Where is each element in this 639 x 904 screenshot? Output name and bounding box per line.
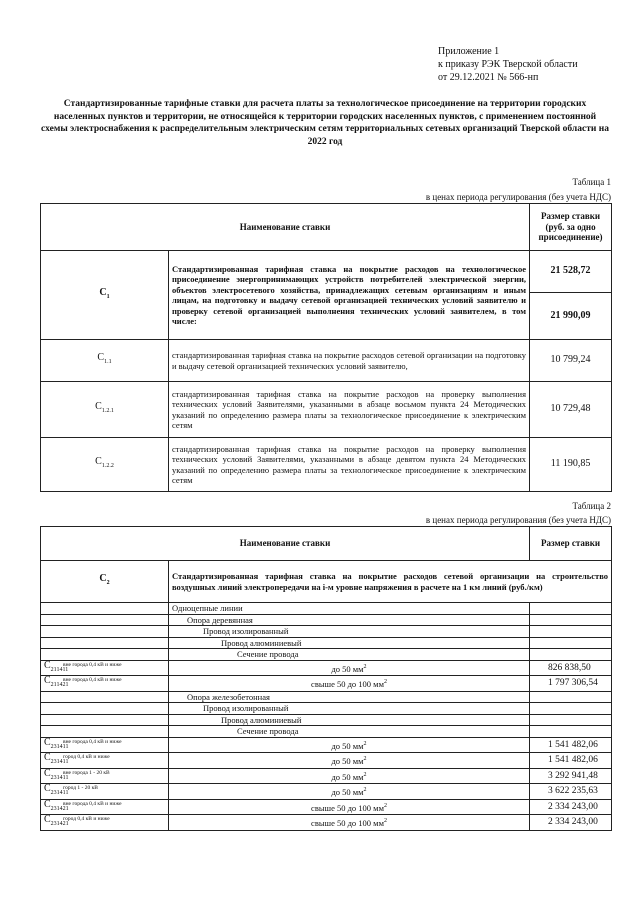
empty-cell [41, 691, 169, 703]
rate-value: 2 334 243,00 [530, 815, 612, 831]
rate-code-sub: 231411 [50, 790, 69, 796]
rate-section [169, 660, 530, 676]
rate-code [41, 799, 169, 815]
table1 [40, 203, 612, 492]
empty-cell [530, 614, 612, 626]
rate-code-letter: C [44, 659, 51, 671]
row-wood-support [41, 614, 612, 626]
rate-section-text: до 50 мм [331, 740, 364, 751]
rate-code-letter: C [44, 814, 51, 825]
table-row [41, 784, 612, 800]
rate-section [169, 676, 530, 692]
empty-cell [41, 637, 169, 649]
empty-cell [41, 714, 169, 726]
rate-section-sup: 2 [363, 771, 367, 778]
empty-cell [530, 726, 612, 738]
table2-header-row [41, 527, 612, 561]
rate-code-note: вне города 0,4 кВ и ниже [63, 800, 122, 807]
rate-code-note: город 0,4 кВ и ниже [63, 816, 110, 822]
table1-header-name: Наименование ставки [41, 204, 530, 251]
c121-text: стандартизированная тарифная ставка на покрытие расходов на проверку выполнения технических условий Заявителями, указанными в абзаце восьмом пункта 24 Методических указаний по определению размера платы за технологическое присоединение к электрическим сетям [169, 382, 530, 438]
rate-code-sub: 231411 [50, 759, 69, 765]
c122-code-letter: C [95, 456, 102, 468]
c122-text: стандартизированная тарифная ставка на покрытие расходов на проверку выполнения технических условий Заявителями, указанными в абзаце девятом пункта 24 Методических указаний по определению размера платы за технологическое присоединение к электрическим сетям [169, 438, 530, 492]
rate-code-note: город 0,4 кВ и ниже [63, 754, 110, 760]
rate-code [41, 676, 169, 692]
c122-code-sub: 1.2.2 [101, 463, 114, 470]
rate-code-sub: 231421 [50, 805, 69, 812]
rate-section [169, 753, 530, 769]
table2 [40, 526, 612, 831]
aluminium-wire-label: Провод алюминиевый [169, 637, 530, 649]
table2-note: в ценах периода регулирования (без учета НДС) [425, 515, 611, 525]
row-insulated-wire-2 [41, 703, 612, 715]
c11-value: 10 799,24 [530, 340, 612, 382]
document-title: Стандартизированные тарифные ставки для расчета платы за технологическое присоединение на территории городских населенных пунктов и территории, не относящейся к территории городских населенных пунктов, с применением постоянной схемы электроснабжения к распределительным электрическим сетям территориальных сетевых организаций Тверской области на 2022 год [41, 99, 609, 147]
table-row [41, 676, 612, 692]
table-row [41, 768, 612, 784]
c1-code-letter: C [99, 286, 107, 298]
rate-code-letter: C [44, 736, 51, 748]
rate-code-sub: 231411 [50, 774, 69, 781]
rate-code-letter: C [44, 675, 51, 686]
c11-code-sub: 1.1 [104, 359, 112, 366]
table-row [41, 799, 612, 815]
rate-code-note: вне города 0,4 кВ и ниже [63, 677, 122, 683]
empty-cell [41, 649, 169, 661]
empty-cell [530, 649, 612, 661]
table1-header-value: Размер ставки (руб. за одно присоединение) [530, 204, 612, 251]
c122-value: 11 190,85 [530, 438, 612, 492]
rate-section [169, 815, 530, 831]
table1-row-c11 [41, 340, 612, 382]
rate-value: 1 541 482,06 [530, 753, 612, 769]
row-single-circuit [41, 603, 612, 615]
rate-code-note: вне города 0,4 кВ и ниже [63, 661, 122, 668]
rate-code [41, 660, 169, 676]
wire-section-label-2: Сечение провода [169, 726, 530, 738]
rate-section-text: свыше 50 до 100 мм [311, 802, 384, 813]
empty-cell [530, 637, 612, 649]
c1-text: Стандартизированная тарифная ставка на покрытие расходов на технологическое присоединение энергопринимающих устройств потребителей электрической энергии, объектов электросетевого хозяйства, принадлежащих сетевым организациям и иным лицам, на подготовку и выдачу сетевой организацией технических условий заявителю и проверку сетевой организацией выполнения технических условий заявителем, в том числе: [169, 251, 530, 340]
rate-section-text: до 50 мм [331, 755, 364, 766]
row-wire-section [41, 649, 612, 661]
c11-code-letter: C [97, 352, 105, 364]
table-row [41, 753, 612, 769]
empty-cell [41, 626, 169, 638]
empty-cell [41, 614, 169, 626]
rate-section-sup: 2 [363, 756, 367, 763]
empty-cell [530, 714, 612, 726]
empty-cell [41, 703, 169, 715]
empty-cell [530, 703, 612, 715]
rate-value: 3 622 235,63 [530, 784, 612, 800]
c1-value-a: 21 528,72 [530, 251, 612, 293]
rate-section-text: свыше 50 до 100 мм [311, 817, 384, 828]
appendix-line-3: от 29.12.2021 № 566-нп [438, 72, 539, 83]
rate-section-text: свыше 50 до 100 мм [311, 678, 384, 689]
empty-cell [41, 726, 169, 738]
rate-code-letter: C [44, 767, 51, 779]
rate-section-text: до 50 мм [331, 786, 364, 797]
row-aluminium-wire-2 [41, 714, 612, 726]
row-insulated-wire [41, 626, 612, 638]
rate-code-letter: C [44, 798, 51, 810]
rate-section [169, 784, 530, 800]
table2-row-c2 [41, 561, 612, 603]
rate-code [41, 784, 169, 800]
c2-text: Стандартизированная тарифная ставка на покрытие расходов сетевой организации на строительство воздушных линий электропередачи на i-м уровне напряжения в расчете на 1 км линий (руб./км) [169, 561, 612, 603]
row-wire-section-2 [41, 726, 612, 738]
rate-code [41, 753, 169, 769]
rate-code-sub: 211421 [50, 682, 69, 688]
c11-text: стандартизированная тарифная ставка на покрытие расходов сетевой организации на подготовку и выдачу сетевой организацией технических условий заявителю, [169, 340, 530, 382]
rate-code-sub: 231411 [50, 743, 69, 750]
table-row [41, 815, 612, 831]
rate-section-sup: 2 [383, 802, 387, 809]
table2-header-name: Наименование ставки [41, 527, 530, 561]
insulated-wire-label-2: Провод изолированный [169, 703, 530, 715]
appendix-block [438, 45, 578, 84]
rate-section-sup: 2 [363, 787, 367, 794]
c2-code-sub: 2 [106, 580, 110, 587]
table2-header-value: Размер ставки [530, 527, 612, 561]
c2-code [41, 561, 169, 603]
empty-cell [41, 603, 169, 615]
concrete-support-label: Опора железобетонная [169, 691, 530, 703]
c121-code-letter: C [95, 401, 102, 413]
rate-code-sub: 231421 [50, 821, 69, 827]
c121-code-sub: 1.2.1 [101, 408, 114, 415]
table1-row-c1 [41, 251, 612, 293]
single-circuit-label: Одноцепные линии [169, 603, 530, 615]
row-concrete-support [41, 691, 612, 703]
c1-value-b: 21 990,09 [530, 293, 612, 340]
insulated-wire-label: Провод изолированный [169, 626, 530, 638]
rate-section-sup: 2 [363, 740, 367, 747]
rate-code [41, 815, 169, 831]
empty-cell [530, 603, 612, 615]
rate-code-note: город 1 - 20 кВ [63, 785, 98, 791]
rate-section [169, 799, 530, 815]
table1-note: в ценах периода регулирования (без учета НДС) [425, 192, 611, 202]
wire-section-label: Сечение провода [169, 649, 530, 661]
rate-value: 826 838,50 [530, 660, 612, 676]
rate-code [41, 768, 169, 784]
c2-code-letter: C [99, 573, 107, 585]
c11-code [41, 340, 169, 382]
rate-section [169, 737, 530, 753]
c1-code-sub: 1 [106, 293, 110, 300]
table1-header-row [41, 204, 612, 251]
c121-code [41, 382, 169, 438]
appendix-line-2: к приказу РЭК Тверской области [438, 59, 578, 70]
rate-value: 1 797 306,54 [530, 676, 612, 692]
table-row [41, 660, 612, 676]
appendix-line-1: Приложение 1 [438, 46, 500, 57]
c122-code [41, 438, 169, 492]
table1-row-c122 [41, 438, 612, 492]
rate-value: 1 541 482,06 [530, 737, 612, 753]
table1-row-c121 [41, 382, 612, 438]
rate-code-note: вне города 0,4 кВ и ниже [63, 738, 122, 745]
rate-code-note: вне города 1 - 20 кВ [63, 769, 110, 776]
wood-support-label: Опора деревянная [169, 614, 530, 626]
rate-section-text: до 50 мм [331, 663, 364, 674]
empty-cell [530, 626, 612, 638]
empty-cell [530, 691, 612, 703]
row-aluminium-wire [41, 637, 612, 649]
rate-code-letter: C [44, 752, 51, 763]
c121-value: 10 729,48 [530, 382, 612, 438]
c1-code [41, 251, 169, 340]
rate-code [41, 737, 169, 753]
table2-label: Таблица 2 [572, 501, 611, 511]
rate-section-text: до 50 мм [331, 771, 364, 782]
rate-section-sup: 2 [383, 818, 387, 825]
rate-section-sup: 2 [363, 663, 367, 670]
table-row [41, 737, 612, 753]
rate-code-sub: 211411 [50, 666, 69, 673]
rate-code-letter: C [44, 783, 51, 794]
rate-section [169, 768, 530, 784]
rate-value: 3 292 941,48 [530, 768, 612, 784]
rate-section-sup: 2 [383, 679, 387, 686]
aluminium-wire-label-2: Провод алюминиевый [169, 714, 530, 726]
rate-value: 2 334 243,00 [530, 799, 612, 815]
table1-label: Таблица 1 [572, 177, 611, 187]
